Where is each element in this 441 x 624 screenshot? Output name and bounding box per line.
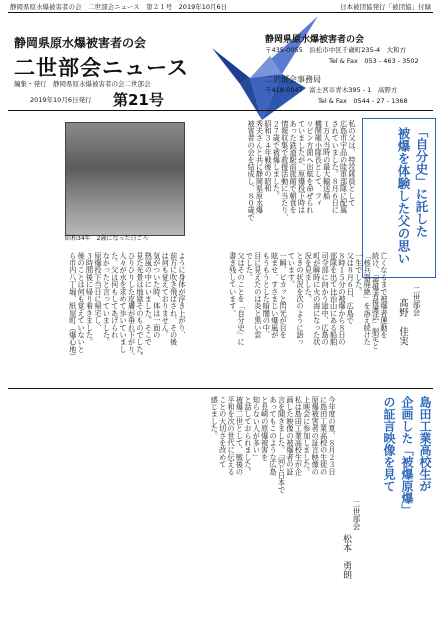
contact-tel-2: Tel & Fax 0544 - 27 - 1368 — [318, 97, 408, 105]
article1-text-upper: 私の父は、特攻隊員として 広島市宇品の陸軍部隊に配属 されていました。８月６日に １万人当時の最大輸送船 機関砲小隊長として、フィ リピン方面へ出航を命ぜられ ていましたが、原爆投下時は あった鉄道駅前旅館で朝食を 情報収集で救援活動に当たり、 ２７歳で被爆しました。 昭和３４年戦後の昭和 秀夫さんと共に静岡県原水爆 被害者の会を結成し、８０歳で — [247, 120, 357, 221]
article2-headline-box — [372, 396, 436, 606]
header-rule — [8, 12, 433, 13]
article1-headline-line2: 被爆を体験した父の思い — [396, 127, 411, 265]
header-right: 日本被団協発行「被団協」付録 — [340, 3, 431, 11]
contact-org: 静岡県原水爆被害者の会 — [265, 35, 365, 45]
photo-caption: 昭和34年 2歳になった日ごろ — [65, 235, 149, 242]
header-left: 静岡県原水爆被害者の会 二世部会ニュース 第２１号 2019年10月6日 — [10, 3, 228, 11]
masthead-date: 2019年10月6日発行 — [30, 96, 92, 104]
masthead-issue: 第21号 — [113, 91, 164, 109]
masthead-org: 静岡県原水爆被害者の会 — [14, 36, 147, 50]
contact-address-2: 〒418-0047 富士宮市青木395 - 1 高野方 — [265, 86, 398, 94]
article2-headline-line2: 企画した「被爆原爆」 — [400, 396, 414, 516]
masthead-rule — [8, 110, 433, 111]
article1-author: 髙野 佳実 — [397, 298, 408, 346]
group-photo — [65, 122, 185, 236]
article1-headline-line1: 「自分史」に託した — [414, 125, 429, 238]
article2-headline-line3: の証言映像を見て — [382, 396, 396, 492]
article1-text-lower: 亡くなるまで被爆者運動を 続け、「被爆者援護法」制定と 「核兵器廃絶」を訴え続けた 一生でした。 父は８月６日、広島で ８時１５分の被爆から８日の 部隊を出て比治山にある船舶 司令部に向かう途中、広島の 町が瞬時に火の海になった状 況を見ました。 ときの状況を次のように語っ ています。 一瞬、ピカッと閃光が目を 眩ませ、すさまじい爆風が もうもうとした暗闇の中、 目に見えたのは炎と黒い雲 でした。 父はそのことを「自分史」に 書き残しています。 — [228, 252, 389, 350]
article-divider — [8, 388, 433, 389]
article2-author: 松本 勇朗 — [341, 534, 351, 579]
contact-tel-1: Tel & Fax 053 - 463 - 3502 — [329, 57, 419, 65]
article2-text: 今年度の夏、８月２３日 に島田工業高校の生徒の 原爆被害者の証言映像の 上映会に参加しました。 私は島田工業高校生が企 画した映像の被爆者の証 言を聞きました。「同じ日本で あってもこのような広島 と長崎の原爆被害を 知らない人が多い」 と話しておられました。 被爆二世として、戦後の 平和を次の世代に伝える ことの大切さを改めて 感じました。 — [210, 396, 337, 494]
article2-author-group: 二世部会 — [352, 500, 361, 530]
contact-address-1: 〒435-0055 浜松市中区千歳町235-4 大和方 — [265, 46, 407, 54]
article2-headline-line1: 島田工業高校生が — [418, 396, 432, 492]
masthead-editor: 編集・発行 静岡県原水爆被害者の会二世部会 — [14, 80, 151, 88]
article1-text-bottom-left: ように身体が浮き上がり、 前方に吹き飛ばされ、その後 は何も覚えておりません。 気がついた時、体は一面の 熱風の中にいました。そこで 見た光景は地獄そのものでした。 ひりひりした皮膚が垂れ下がり、 人々が水を求めて歩いていまし た。父は何もしてあげられ なかったと言っていました。 原爆投下当日に帰宅し、 ３時間後に帰り着きました。 後のことは何も覚えていないと ら市内八丁堀、紙屋町（爆心地） — [68, 252, 187, 360]
contact-office: 二世部会事務局 — [265, 75, 321, 84]
article1-author-group: 二世部会 — [412, 286, 421, 316]
masthead-title: 二世部会ニュース — [14, 56, 189, 80]
